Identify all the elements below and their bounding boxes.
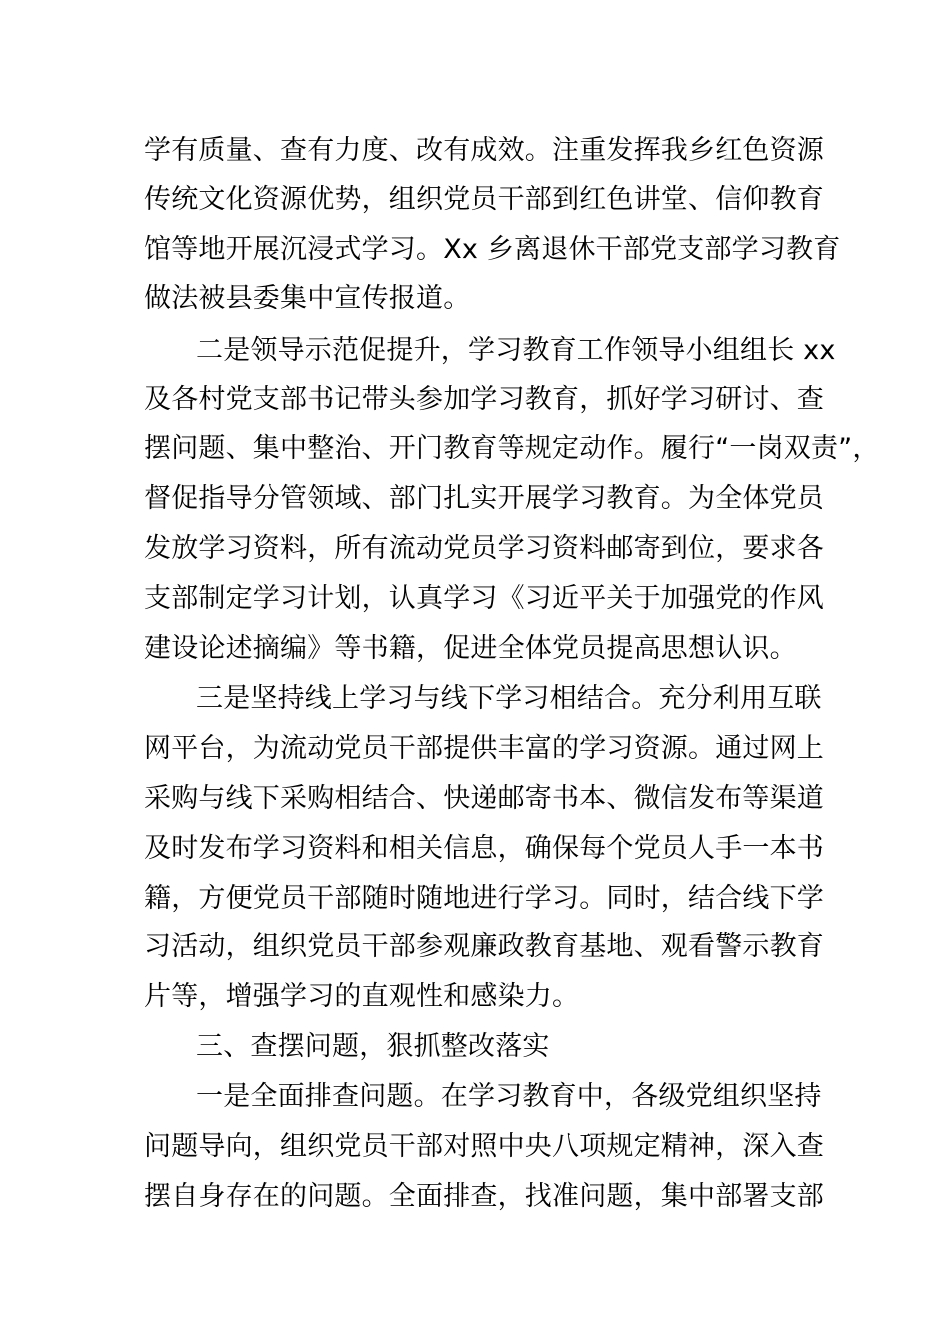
text-line: 做法被县委集中宣传报道。 xyxy=(144,283,471,314)
text-line: 籍，方便党员干部随时随地进行学习。同时，结合线下学 xyxy=(144,883,824,914)
text-line: 采购与线下采购相结合、快递邮寄书本、微信发布等渠道 xyxy=(144,783,824,814)
text-line: 建设论述摘编》等书籍，促进全体党员提高思想认识。 xyxy=(144,633,797,664)
paragraph-first-line: 三是坚持线上学习与线下学习相结合。充分利用互联 xyxy=(196,683,822,714)
text-line: 摆问题、集中整治、开门教育等规定动作。履行“一岗双责”， xyxy=(144,433,880,464)
text-line: 学有质量、查有力度、改有成效。注重发挥我乡红色资源 xyxy=(144,135,824,166)
text-line: 发放学习资料，所有流动党员学习资料邮寄到位，要求各 xyxy=(144,533,824,564)
paragraph-first-line: 一是全面排查问题。在学习教育中，各级党组织坚持 xyxy=(196,1081,822,1112)
text-line: 馆等地开展沉浸式学习。Xx 乡离退休干部党支部学习教育 xyxy=(144,234,841,265)
text-line: 习活动，组织党员干部参观廉政教育基地、观看警示教育 xyxy=(144,931,824,962)
paragraph-first-line: 二是领导示范促提升，学习教育工作领导小组组长 xx xyxy=(196,335,836,366)
text-line: 摆自身存在的问题。全面排查，找准问题，集中部署支部 xyxy=(144,1181,824,1212)
text-line: 片等，增强学习的直观性和感染力。 xyxy=(144,981,580,1012)
text-line: 及各村党支部书记带头参加学习教育，抓好学习研讨、查 xyxy=(144,384,824,415)
text-line: 支部制定学习计划，认真学习《习近平关于加强党的作风 xyxy=(144,583,824,614)
text-line: 督促指导分管领域、部门扎实开展学习教育。为全体党员 xyxy=(144,483,824,514)
text-line: 传统文化资源优势，组织党员干部到红色讲堂、信仰教育 xyxy=(144,184,824,215)
text-line: 问题导向，组织党员干部对照中央八项规定精神，深入查 xyxy=(144,1131,824,1162)
text-line: 网平台，为流动党员干部提供丰富的学习资源。通过网上 xyxy=(144,733,824,764)
text-line: 及时发布学习资料和相关信息，确保每个党员人手一本书 xyxy=(144,833,824,864)
section-heading: 三、查摆问题，狠抓整改落实 xyxy=(196,1031,550,1062)
